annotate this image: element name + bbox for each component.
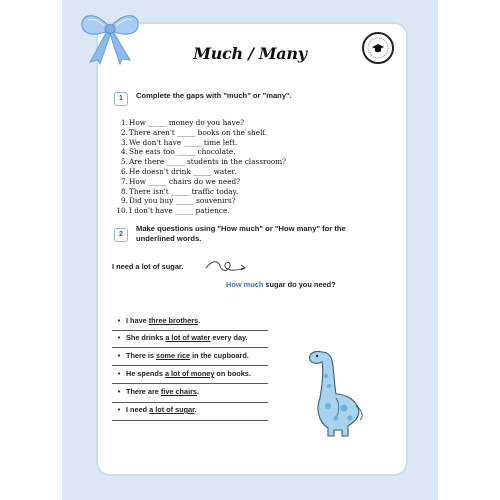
list-item: 2.There aren't _____ books on the shelf.	[121, 127, 268, 137]
question-item: • There is some rice in the cupboard.	[117, 351, 249, 360]
list-item: 1.How _____ money do you have?	[121, 118, 244, 127]
answer-line[interactable]	[112, 365, 268, 366]
question-item: • He spends a lot of money on books.	[117, 369, 251, 378]
list-item: 10.I don't have _____ patience.	[116, 206, 230, 216]
list-item: 5.Are there _____ students in the classroom?	[121, 157, 287, 167]
section-instruction	[136, 224, 346, 244]
ribbon-bow-icon	[76, 6, 144, 66]
question-item: • There are five chairs.	[117, 387, 200, 396]
section-instruction: Complete the gaps with "much" or "many".	[136, 91, 292, 100]
answer-line[interactable]	[112, 330, 268, 331]
gap-fill-list	[116, 118, 336, 216]
question-item: • I have three brothers.	[117, 316, 201, 325]
answer-line[interactable]	[112, 402, 268, 403]
list-item: 7.How _____ chairs do we need?	[121, 176, 241, 186]
example-sentence: I need a lot of sugar.	[112, 262, 184, 271]
list-item: 9.Did you buy _____ souvenirs?	[121, 196, 236, 206]
instruction-line: Make questions using "How much" or "How many" for the	[136, 224, 346, 233]
answer-line[interactable]	[112, 347, 268, 348]
answer-highlight: How much	[226, 280, 264, 289]
page-title: Much / Many	[193, 44, 307, 63]
dinosaur-illustration-icon	[300, 346, 366, 438]
answer-line[interactable]	[112, 383, 268, 384]
list-item: 6.He doesn't drink _____ water.	[121, 166, 237, 176]
instruction-line: underlined words.	[136, 234, 202, 243]
curly-arrow-icon	[204, 256, 248, 276]
example-answer	[226, 280, 336, 289]
answer-rest: sugar do you need?	[263, 280, 336, 289]
list-item: 3.We don't have _____ time left.	[121, 137, 238, 147]
list-item: 4.She eats too _____ chocolate.	[121, 147, 236, 157]
list-item: 8.There isn't _____ traffic today.	[121, 186, 239, 196]
answer-line[interactable]	[112, 420, 268, 421]
question-item: • I need a lot of sugar.	[117, 405, 197, 414]
section-number-badge: 2	[114, 228, 128, 242]
question-item: • She drinks a lot of water every day.	[117, 333, 248, 342]
section-number-badge: 1	[114, 92, 128, 106]
school-seal-logo	[362, 32, 394, 64]
